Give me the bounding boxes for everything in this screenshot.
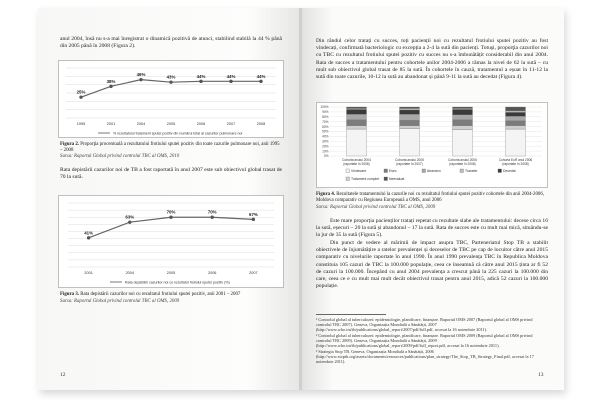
- figure4-bar-segment: [506, 112, 526, 116]
- figure2-point: [169, 80, 172, 83]
- right-page: [302, 8, 564, 390]
- figure2-tick-label: 2006: [196, 122, 206, 126]
- figure3-point: [169, 216, 172, 219]
- figure2-data-label: 38%: [106, 78, 116, 84]
- figure2-chart: [58, 60, 284, 138]
- figure4-bar-segment: [453, 130, 473, 156]
- figure3-data-label: 67%: [249, 211, 258, 217]
- figure4-category-label: Cohorta anului 2004: [342, 158, 371, 162]
- right-bottom-text: Este mare proporția pacienților tratați repetat cu rezultate slabe ale tratamentului: decese circa 16 la sută, eșecuri – 20 la sută și abandonul – 17 la sută. Rata de succes este cu mult mai mică, situându-se la jur de 35 la sută (Figura 5).: [316, 218, 548, 239]
- figure3-chart: [58, 195, 284, 288]
- figure4-chart: [316, 102, 548, 188]
- figure4-bar-segment: [347, 109, 367, 114]
- figure4-bar-segment: [400, 120, 420, 125]
- figure4-legend-label: Transfer: [465, 169, 478, 173]
- figure2-data-label: 25%: [76, 89, 86, 95]
- footnote-1: ¹ Controlul global al tuberculozei: epidemiologie, planificare, finanțare. Raportul OMS 2007 (Raportul global al OMS privind controlul TBC 2007). Geneva, Organizația Mondială a Sănătății, 2007 (http://www.who.int/tb/publications/global_report/2007/pdf/full.pdf, accesat la 16 noiembrie 2011).: [316, 317, 533, 333]
- figure3-tick-label: 2007: [249, 271, 258, 275]
- figure4-legend-swatch: [346, 177, 350, 181]
- figure4-bar-segment: [506, 126, 526, 129]
- figure2-data-label: 44%: [226, 73, 236, 79]
- figure3-tick-label: 2001: [84, 271, 93, 275]
- figure4-bar-segment: [453, 109, 473, 114]
- figure4-caption: [316, 192, 548, 204]
- figure4-y-tick: 80%: [322, 115, 329, 119]
- figure2-tick-label: 2004: [136, 122, 146, 126]
- figure4-bar-segment: [347, 114, 367, 119]
- figure4-bar-segment: [400, 126, 420, 129]
- figure4-category-sublabel: (raportate în 2006): [343, 162, 370, 166]
- figure3-source: Sursa: Raportul Global privind controlul TBC al OMS, 2009: [60, 299, 180, 304]
- figure4-bar-segment: [506, 129, 526, 156]
- figure4-bar-segment: [506, 111, 526, 112]
- figure4-y-tick: 100%: [320, 105, 329, 110]
- figure2-tick-label: 2008: [256, 122, 266, 126]
- figure2-data-label: 46%: [136, 72, 146, 78]
- figure3-caption-text: Rata depistării cazurilor noi cu rezultatul frotiului sputei pozitiv, anii 2001 – 2007: [79, 292, 241, 297]
- figure4-bar-segment: [347, 107, 367, 108]
- right-page-number: 13: [538, 372, 544, 378]
- figure4-bar-segment: [400, 114, 420, 120]
- figure2-data-label: 44%: [196, 73, 206, 79]
- figure4-legend-label: Eșec: [389, 169, 397, 173]
- figure3-point: [252, 218, 255, 221]
- figure4-bar-segment: [347, 129, 367, 156]
- figure2-point: [199, 80, 202, 83]
- figure3-tick-label: 2005: [166, 271, 176, 275]
- figure4-y-tick: 20%: [322, 144, 329, 149]
- figure4-caption-text: Rezultatele tratamentului la cazurile noi cu rezultatul frotiului sputei pozitiv cohortele din anii 2004-2006, Moldova comparativ cu Regiunea Europeană a OMS, anul 2006: [316, 192, 545, 203]
- figure2-caption-text: Proporţia procentuală a rezultatului frotiului sputei pozitiv din toate cazurile pulmonare noi, anii 1995 – 2008: [60, 142, 280, 153]
- figure4-legend-label: Decedat: [503, 169, 516, 173]
- figure4-y-tick: 10%: [322, 149, 329, 154]
- figure4-category-label: Cohorta anului 2006: [448, 158, 477, 162]
- right-bottom-text-2: Din punct de vedere al mărimii de impact asupra TBC, Parteneriatul Stop TB a stabilit obiectivele de înjumătățire a ratelor prevalenței și deceselor de TBC pe cap de locuitor către anul 2015 comparativ cu nivelurile raportate în anul 1990. În anul 1990 prevalența TBC în Republica Moldova constituia 105 cazuri de TBC la 100.000 populație, ceea ce înseamnă că către anul 2015 ținta ar fi 52 de cazuri la 100.000. Începând cu anul 2004 prevalența a crescut până la 225 cazuri la 100.000 din care, ceea ce e cu mult mai mult decât obiectivul trasat pentru anul 2015, adică 52 cazuri la 100.000 populație.: [316, 240, 548, 290]
- figure2-point: [79, 95, 82, 98]
- figure2-tick-label: 1995: [76, 122, 86, 126]
- figure4-y-tick: 90%: [322, 110, 329, 115]
- figure2-data-label: 43%: [166, 74, 176, 80]
- figure3-data-label: 41%: [84, 230, 93, 236]
- figure4-legend-swatch: [498, 169, 502, 173]
- figure4-bar-segment: [400, 110, 420, 114]
- figure4-category-sublabel: (raportate în 2008): [502, 162, 529, 166]
- figure4-y-tick: 70%: [322, 119, 329, 124]
- figure2-tick-label: 2005: [166, 122, 176, 126]
- figure4-legend-label: Tratament complet: [351, 177, 380, 181]
- figure3-tick-label: 2006: [207, 271, 217, 275]
- figure4-legend-label: Abandon: [427, 169, 441, 173]
- figure4-source: Sursa: Raportul Global privind controlul TBC al OMS, 2009: [316, 205, 436, 210]
- left-intro-text: anul 2004, însă nu s-a mai înregistrat o dinamică pozitivă de atunci, stabilind stabilă la 44 % până din 2005 până în 2008 (Figura 2).: [60, 36, 282, 50]
- figure2-legend: % rezultatului tratament sputei pozitiv din numărul total al cazurilor pulmonare noi: [113, 131, 243, 136]
- figure4-caption-label: Figura 4.: [316, 192, 336, 197]
- figure4-bar-segment: [347, 126, 367, 129]
- figure2-point: [259, 80, 262, 83]
- figure3-tick-label: 2004: [125, 271, 135, 275]
- figure2-point: [139, 78, 142, 81]
- footnote-3: ³ Strategia Stop TB. Geneva, Organizația Mondială a Sănătății, 2006 (http://www.stoptb.org/assets/documents/resources/publications/plan_strategy/The_Stop_TB_Strategy_Final.pdf, accesat la 17 noiembrie 2011).: [316, 349, 534, 365]
- footnote-2: ² Controlul global al tuberculozei: epidemiologie, planificare, finanțare. Raportul OMS 2009 (Raportul global al OMS privind controlul TBC 2009). Geneva, Organizația Mondială a Sănătății, 2009 (http://www.who.int/tb/publications/global_report/2009/pdf/full_report.pdf, accesat la 16 noiembrie 2011).: [316, 333, 533, 349]
- figure4-legend-label: Vindecare: [351, 169, 367, 173]
- figure2-tick-label: 2007: [226, 122, 236, 126]
- figure4-y-tick: 0%: [323, 154, 329, 159]
- right-top-text: Din rândul celor tratați cu succes, toți pacienții noi cu rezultatul frotiului sputei pozitiv au fost vindecați, confirmată bacteriologic cu excepția a 2-4 la sută din pacienți. Totuşi, proporţia cazurilor noi cu TBC cu rezultatul frotiului sputei pozitiv cu succes nu s-a îmbunătățit considerabil din anul 2004. Rata de succes a tratamentului pentru cohortele anilor 2004-2006 a rămas la nivel de 62 la sută – cu mult sub obiectivul global trasat de 85 la sută. În cohortele în cauză, tratamentul a eșuat în 11-12 la sută din toate cazurile, 10-12 la sută au abandonat și până 9-11 la sută au decedat (Figura 4).: [316, 38, 548, 81]
- figure4-legend-swatch: [460, 169, 464, 173]
- figure2-source: Sursa: Raportul Global privind controlul TBC al OMS, 2010: [60, 154, 180, 159]
- left-mid-text: Rata depistării cazurilor noi de TB a fost raportată în anul 2007 este sub obiectivul global trasat de 70 la sută.: [60, 167, 282, 181]
- figure3-point: [87, 236, 90, 239]
- figure4-legend-swatch: [422, 169, 426, 173]
- figure3-data-label: 70%: [166, 209, 176, 215]
- figure4-y-tick: 50%: [322, 129, 329, 134]
- figure4-bar-segment: [347, 120, 367, 126]
- figure4-category-label: Cohorta anului 2005: [395, 158, 424, 162]
- figure2-point: [229, 80, 232, 83]
- figure4-bar-segment: [400, 129, 420, 156]
- figure4-bar-segment: [506, 121, 526, 126]
- figure4-y-tick: 60%: [322, 124, 329, 129]
- figure3-point: [128, 221, 131, 224]
- figure4-category-sublabel: (raportate în 2008): [449, 162, 476, 166]
- figure4-legend-swatch: [384, 177, 388, 181]
- figure4-bar-segment: [453, 107, 473, 108]
- figure4-y-tick: 40%: [322, 134, 329, 139]
- figure4-bar-segment: [453, 120, 473, 126]
- figure4-legend-swatch: [384, 169, 388, 173]
- figure4-bar-segment: [453, 115, 473, 120]
- figure4-bar-segment: [400, 108, 420, 109]
- figure4-bar-segment: [400, 107, 420, 108]
- figure4-legend-label: Neevaluat: [389, 177, 405, 181]
- figure4-bar-segment: [506, 116, 526, 120]
- left-page: [38, 8, 300, 390]
- figure4-bar-segment: [453, 126, 473, 130]
- figure2-point: [109, 85, 112, 88]
- figure3-caption: [60, 292, 282, 298]
- figure2-tick-label: 2001: [106, 122, 116, 126]
- figure3-data-label: 70%: [207, 209, 217, 215]
- figure2-caption-label: Figura 2.: [60, 142, 80, 147]
- figure3-data-label: 63%: [125, 214, 135, 220]
- footnote-divider: [316, 314, 386, 315]
- figure4-category-label: Cohorta EuR anul 2006: [498, 158, 533, 162]
- left-page-number: 12: [60, 372, 66, 378]
- figure2-data-label: 44%: [256, 73, 266, 79]
- figure4-y-tick: 30%: [322, 139, 329, 144]
- figure3-legend: Rata depistării cazurilor noi cu rezultatul frotiului sputei pozitiv (%): [125, 280, 230, 285]
- figure3-point: [211, 216, 214, 219]
- figure4-category-sublabel: (raportate în 2007): [396, 162, 423, 166]
- open-book: [38, 8, 564, 392]
- figure4-bar-segment: [506, 107, 526, 111]
- figure3-caption-label: Figura 3.: [60, 292, 80, 297]
- figure2-caption: [60, 142, 282, 154]
- figure4-legend-swatch: [346, 169, 350, 173]
